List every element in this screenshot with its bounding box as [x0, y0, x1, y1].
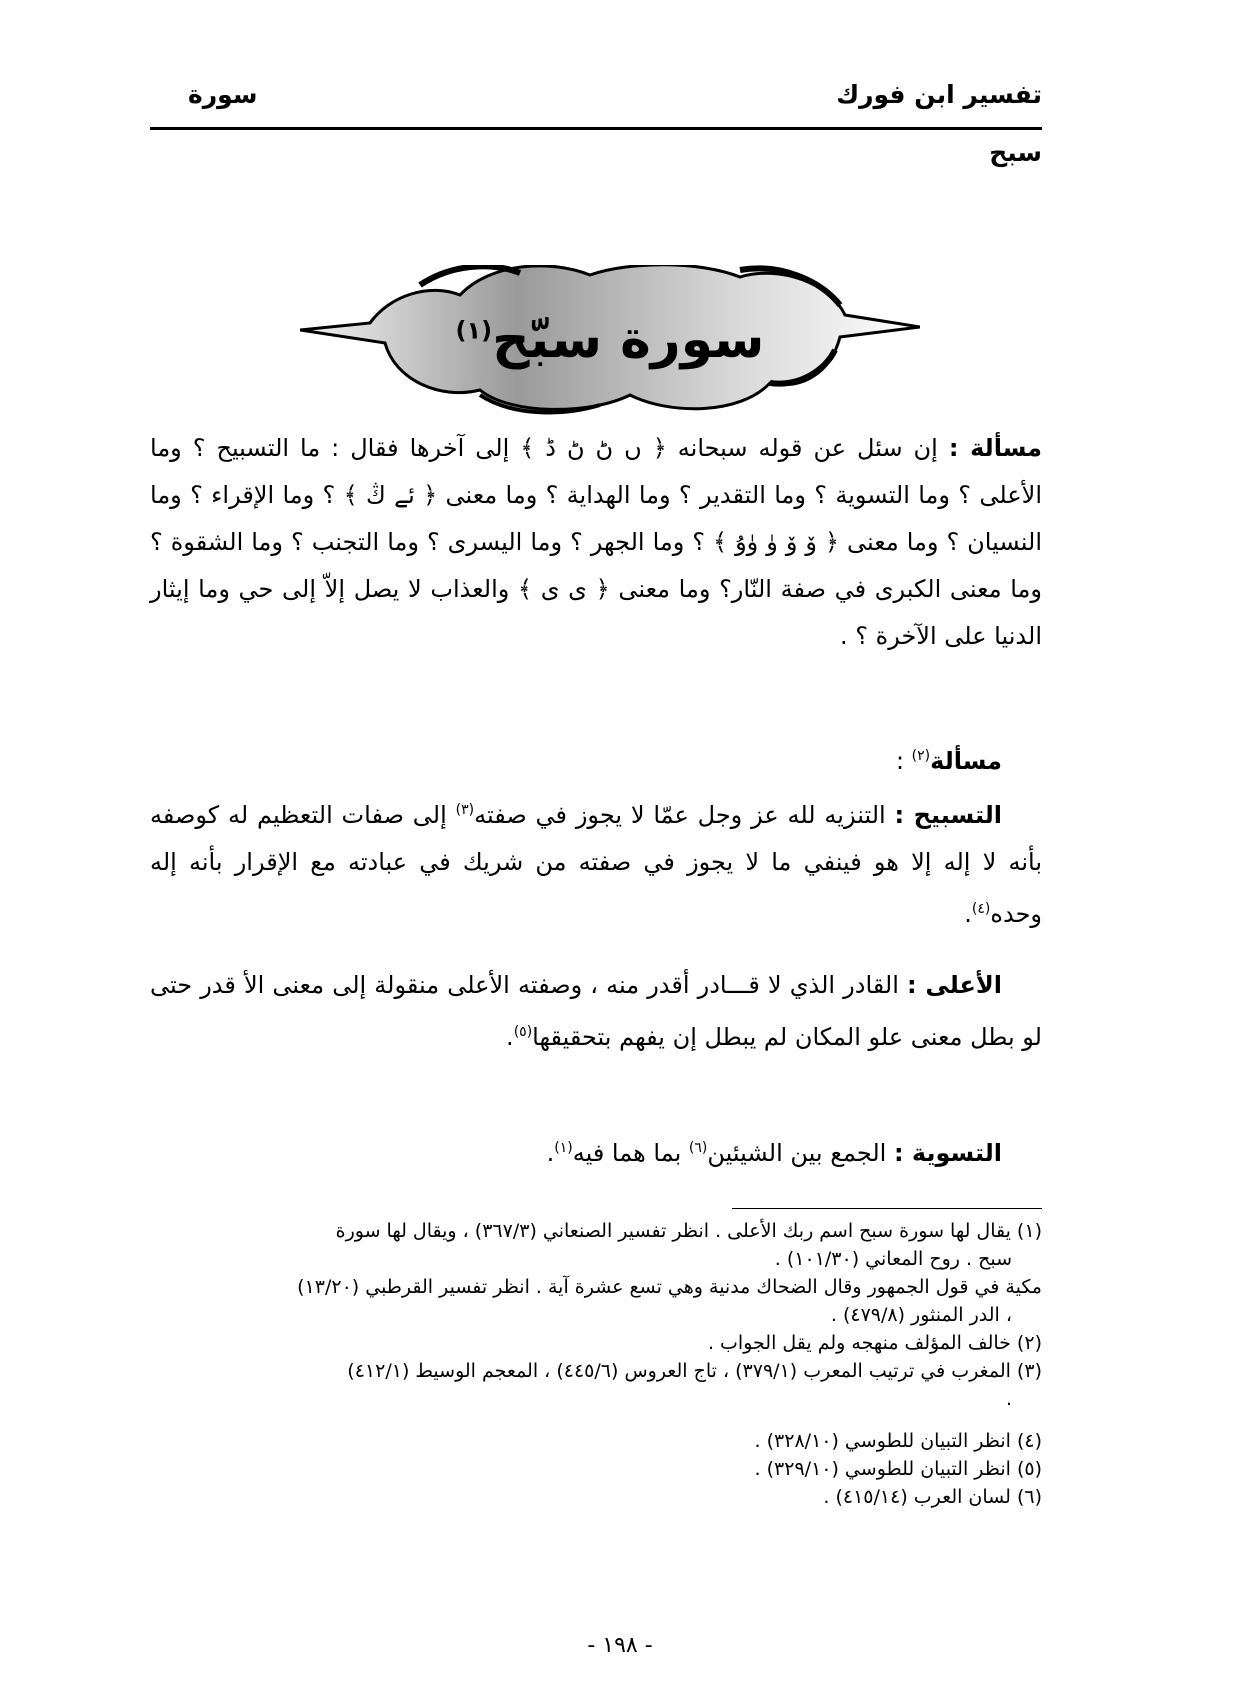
footnote-ref-6[interactable]: (٦) — [688, 1140, 708, 1156]
footnote-line: (٢) خالف المؤلف منهجه ولم يقل الجواب . — [707, 1332, 1042, 1354]
footnote-line: . — [1005, 1388, 1012, 1410]
footnote-line: (٦) لسان العرب (٤١٥/١٤) . — [823, 1486, 1042, 1508]
term-taswiya: التسوية : — [893, 1139, 1002, 1167]
footnote-ref-5[interactable]: (٥) — [513, 1024, 533, 1040]
term-tasbih: التسبيح : — [894, 801, 1002, 829]
footnote-line: (١) يقال لها سورة سبح اسم ربك الأعلى . انظر تفسير الصنعاني (٣٦٧/٣) ، ويقال لها سورة — [335, 1220, 1042, 1242]
footnote-line: (٤) انظر التبيان للطوسي (٣٢٨/١٠) . — [754, 1430, 1042, 1452]
alaa-paragraph: الأعلى : القادر الذي لا قـــادر أقدر منه ، وصفته الأعلى منقولة إلى معنى الأ قدر حتى لو بطل معنى علو المكان لم يبطل إن يفهم بتحقيقها$^{(٥)}$. — [150, 971, 1042, 1051]
running-header-book-title: تفسير ابن فورك — [836, 80, 1042, 109]
answer-label: مسألة — [930, 747, 1002, 775]
term-alaa: الأعلى : — [907, 971, 1003, 999]
footnote-divider — [732, 1208, 1042, 1209]
footnotes — [150, 1217, 1042, 1511]
footnote-line: ، الدر المنثور (٤٧٩/٨) . — [830, 1304, 1012, 1326]
question-label: مسألة : — [948, 434, 1042, 462]
answer-heading: مسألة$^{(٢)}$ : — [895, 747, 1002, 775]
question-paragraph — [150, 425, 1042, 660]
footnote-line: مكية في قول الجمهور وقال الضحاك مدنية وهي تسع عشرة آية . انظر تفسير القرطبي (١٣/٢٠) — [297, 1276, 1042, 1298]
footnote-ref-2[interactable]: (٢) — [911, 748, 931, 764]
footnote-line: (٣) المغرب في ترتيب المعرب (٣٧٩/١) ، تاج العروس (٤٤٥/٦) ، المعجم الوسيط (٤١٢/١) — [347, 1360, 1042, 1382]
running-header-surah-name: سبح — [989, 138, 1042, 167]
question-text: إن سئل عن قوله سبحانه ﴿ ں ڻ ڻ ڈ ﴾ إلى آخرها فقال : ما التسبيح ؟ وما الأعلى ؟ وما التسوية ؟ وما التقدير ؟ وما الهداية ؟ وما معنى ﴿ ئے ڭ ﴾ ؟ وما الإقراء ؟ وما النسيان ؟ وما معنى ﴿ ۆ ۆ ۈ ۈۇ ﴾ ؟ وما الجهر ؟ وما اليسرى ؟ وما التجنب ؟ وما الشقوة ؟ وما معنى الكبرى في صفة النّار؟ وما معنى ﴿ ى ى ﴾ والعذاب لا يصل إلاّ إلى حي وما إيثار الدنيا على الآخرة ؟ . — [150, 434, 1042, 650]
header-divider — [150, 127, 1042, 130]
footnote-ref-1b[interactable]: (١) — [554, 1140, 573, 1156]
surah-title: سورة سبّح$^{(١)}$ — [455, 310, 765, 370]
footnote-line: (٥) انظر التبيان للطوسي (٣٢٩/١٠) . — [754, 1458, 1042, 1480]
footnote-ref-3[interactable]: (٣) — [455, 802, 475, 818]
taswiya-paragraph: التسوية : الجمع بين الشيئين$^{(٦)}$ بما هما فيه$^{(١)}$. — [546, 1139, 1002, 1167]
footnote-ref-4[interactable]: (٤) — [971, 901, 991, 917]
page-number: - ١٩٨ - — [587, 1633, 653, 1658]
surah-title-footnote-ref[interactable]: (١) — [455, 316, 493, 345]
footnote-line: سبح . روح المعاني (١٠١/٣٠) . — [774, 1248, 1012, 1270]
running-header-surah: سورة — [188, 80, 258, 109]
tasbih-paragraph: التسبيح : التنزيه لله عز وجل عمّا لا يجوز في صفته$^{(٣)}$ إلى صفات التعظيم له كوصفه بأنه لا إله إلا هو فينفي ما لا يجوز في صفته من شريك في عبادته مع الإقرار بأنه إله وحده$^{(٤)}$. — [150, 801, 1042, 928]
